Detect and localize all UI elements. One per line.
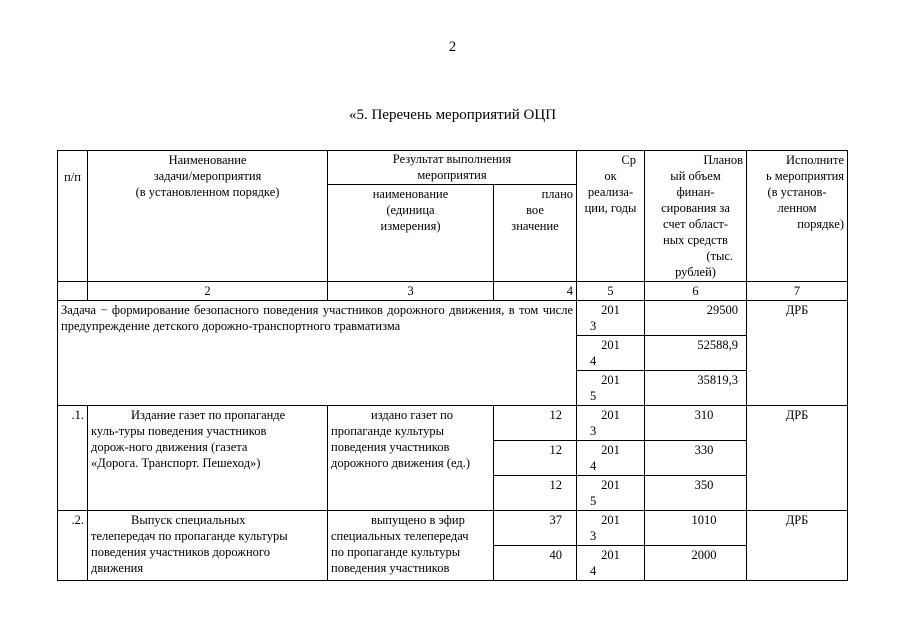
header-volume-line: Планов	[703, 153, 744, 167]
measure-result-line: поведения участников	[331, 561, 450, 575]
measure-name	[88, 406, 328, 511]
header-executor-line: ь мероприятия	[765, 169, 845, 183]
header-term-line: реализа-	[587, 185, 634, 199]
header-volume-line: рублей)	[675, 265, 716, 279]
amount-cell: 52588,9	[645, 336, 747, 371]
column-number-cell: 3	[328, 282, 494, 301]
year-cell	[577, 441, 645, 476]
measure-name-line: движения	[91, 561, 144, 575]
column-number-cell: 7	[747, 282, 848, 301]
header-row-1	[58, 151, 848, 185]
header-result-name-line: наименование	[372, 186, 449, 201]
header-executor-line: (в установ-	[767, 185, 827, 199]
header-volume	[645, 151, 747, 282]
measures-table	[57, 150, 848, 581]
measure-name-line: Издание газет по пропаганде	[131, 408, 286, 422]
year-cell	[577, 336, 645, 371]
header-name-line: (в установленном порядке)	[135, 185, 280, 199]
column-number-cell: 5	[577, 282, 645, 301]
header-executor	[747, 151, 848, 282]
year-line: 201	[601, 513, 620, 527]
header-name-line: Наименование	[168, 153, 247, 167]
header-volume-line: ый объем	[670, 169, 721, 183]
page-title: «5. Перечень мероприятий ОЦП	[348, 107, 557, 123]
year-line: 201	[601, 303, 620, 317]
year-line: 3	[590, 319, 597, 333]
year-cell	[577, 511, 645, 546]
header-term	[577, 151, 645, 282]
task-text: Задача − формирование безопасного поведения участников дорожного движения, в том числе предупреждение детского дорожно-транспортного травматизма	[61, 303, 574, 333]
header-executor-line: порядке)	[797, 217, 845, 231]
executor-cell: ДРБ	[747, 301, 848, 406]
header-term-line: Ср	[621, 153, 637, 167]
column-numbers-row	[58, 282, 848, 301]
header-term-line: ок	[604, 169, 617, 183]
header-result-name	[328, 184, 494, 282]
year-line: 3	[590, 529, 597, 543]
measure-name-line: куль-туры поведения участников	[91, 424, 267, 438]
amount-cell: 310	[645, 406, 747, 441]
header-term-line: ции, годы	[584, 201, 637, 215]
measure-number: .1.	[58, 406, 88, 511]
header-volume-line: сирования за	[661, 201, 730, 215]
column-number-cell: 2	[88, 282, 328, 301]
measure-name-line: «Дорога. Транспорт. Пешеход»)	[91, 456, 261, 470]
amount-cell: 350	[645, 476, 747, 511]
year-line: 201	[601, 373, 620, 387]
header-num-label: п/п	[64, 170, 81, 184]
header-result	[328, 151, 577, 185]
measure-result-line: пропаганде культуры	[331, 424, 445, 438]
amount-cell: 1010	[645, 511, 747, 546]
year-line: 5	[590, 389, 597, 403]
header-result-name-line: (единица	[386, 202, 435, 217]
measure-result	[328, 511, 494, 581]
year-line: 3	[590, 424, 597, 438]
measure-result-line: издано газет по	[371, 408, 454, 422]
year-line: 4	[590, 354, 597, 368]
header-executor-line: ленном	[777, 201, 817, 215]
year-line: 201	[601, 548, 620, 562]
measure-row	[58, 511, 848, 546]
measure-result-line: по пропаганде культуры	[331, 545, 461, 559]
year-line: 4	[590, 564, 597, 578]
measure-result-line: поведения участников	[331, 440, 450, 454]
year-line: 201	[601, 478, 620, 492]
measure-number: .2.	[58, 511, 88, 581]
page-number: 2	[448, 39, 457, 55]
year-cell	[577, 476, 645, 511]
header-volume-line: финан-	[676, 185, 715, 199]
column-number-cell	[58, 282, 88, 301]
header-result-label: Результат выполнения мероприятия	[392, 152, 512, 182]
amount-cell: 330	[645, 441, 747, 476]
column-number-cell: 6	[645, 282, 747, 301]
header-planned-line: значение	[511, 218, 559, 233]
measure-result-line: выпущено в эфир	[371, 513, 465, 527]
planned-value-cell: 37	[494, 511, 577, 546]
header-result-name-line: измерения)	[380, 218, 441, 233]
header-volume-line: ных средств	[663, 233, 728, 247]
measure-name-line: Выпуск специальных	[131, 513, 246, 527]
year-line: 201	[601, 408, 620, 422]
year-line: 4	[590, 459, 597, 473]
amount-cell: 35819,3	[645, 371, 747, 406]
column-number-cell: 4	[494, 282, 577, 301]
header-name-line: задачи/мероприятия	[153, 169, 262, 183]
header-planned-line: вое	[526, 202, 544, 217]
year-cell	[577, 301, 645, 336]
measure-name	[88, 511, 328, 581]
amount-cell: 2000	[645, 546, 747, 581]
planned-value-cell: 12	[494, 406, 577, 441]
header-planned-line: плано	[541, 186, 574, 201]
task-row	[58, 301, 848, 336]
planned-value-cell: 40	[494, 546, 577, 581]
header-volume-line: счет област-	[663, 217, 728, 231]
measure-result	[328, 406, 494, 511]
task-description	[58, 301, 577, 406]
measure-name-line: телепередач по пропаганде культуры	[91, 529, 288, 543]
header-volume-line: (тыс.	[706, 249, 734, 263]
year-line: 201	[601, 338, 620, 352]
measure-name-line: поведения участников дорожного	[91, 545, 270, 559]
year-cell	[577, 546, 645, 581]
amount-cell: 29500	[645, 301, 747, 336]
measure-row	[58, 406, 848, 441]
year-cell	[577, 371, 645, 406]
executor-cell: ДРБ	[747, 511, 848, 581]
year-line: 201	[601, 443, 620, 457]
measure-result-line: дорожного движения (ед.)	[331, 456, 470, 470]
year-line: 5	[590, 494, 597, 508]
planned-value-cell: 12	[494, 441, 577, 476]
planned-value-cell: 12	[494, 476, 577, 511]
header-executor-line: Исполните	[786, 153, 845, 167]
header-name	[88, 151, 328, 282]
year-cell	[577, 406, 645, 441]
measure-name-line: дорож-ного движения (газета	[91, 440, 248, 454]
executor-cell: ДРБ	[747, 406, 848, 511]
header-num	[58, 151, 88, 282]
measure-result-line: специальных телепередач	[331, 529, 469, 543]
header-planned-value	[494, 184, 577, 282]
